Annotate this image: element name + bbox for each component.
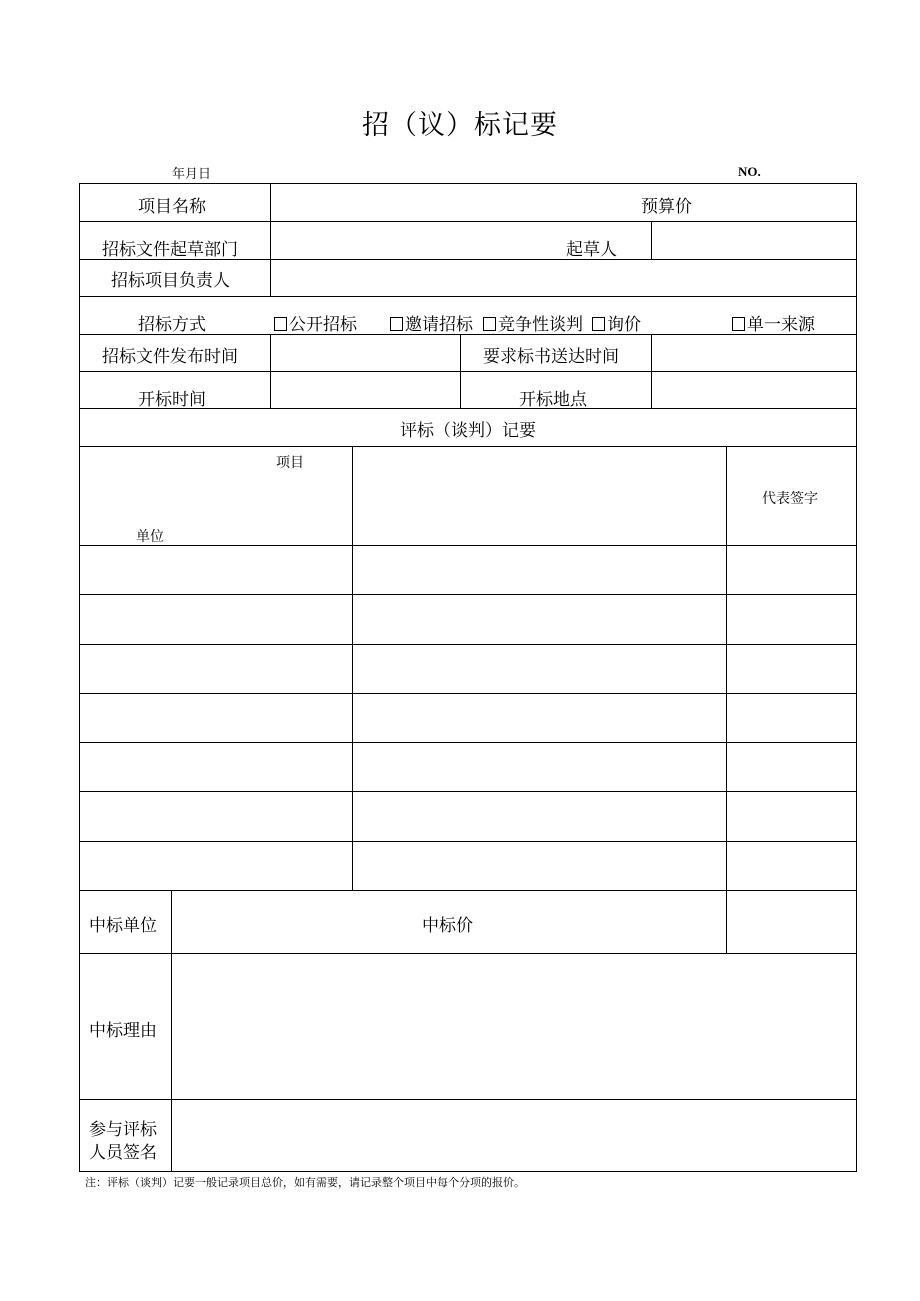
checkbox-icon	[732, 317, 745, 331]
winning-price-label: 中标价	[422, 916, 473, 936]
checkbox-icon	[592, 317, 605, 331]
drafter-label: 起草人	[566, 240, 617, 260]
bid-method-label: 招标方式	[138, 315, 206, 335]
number-label: NO.	[738, 164, 761, 179]
page-title: 招（议）标记要	[362, 110, 558, 141]
winning-reason-label: 中标理由	[89, 1021, 157, 1041]
doc-draft-dept-label: 招标文件起草部门	[102, 240, 238, 260]
opening-place-label: 开标地点	[519, 390, 587, 410]
evaluator-signature-label-line2: 人员签名	[89, 1143, 157, 1163]
evaluator-signature-label-line1: 参与评标	[89, 1120, 157, 1140]
project-leader-label: 招标项目负责人	[111, 271, 230, 291]
budget-price-label: 预算价	[641, 197, 692, 217]
method-option-inquiry[interactable]: 询价	[592, 310, 641, 335]
evaluation-header-unit: 单位	[136, 529, 164, 545]
date-label: 年月日	[172, 167, 212, 182]
method-option-single-source[interactable]: 单一来源	[732, 310, 815, 335]
bid-delivery-time-label: 要求标书送达时间	[483, 347, 619, 367]
checkbox-icon	[274, 317, 287, 331]
doc-release-time-label: 招标文件发布时间	[102, 347, 238, 367]
checkbox-icon	[483, 317, 496, 331]
evaluation-header-signature: 代表签字	[762, 491, 818, 507]
method-option-invited[interactable]: 邀请招标	[390, 310, 473, 335]
evaluation-section-title: 评标（谈判）记要	[400, 421, 536, 441]
bid-record-form	[79, 183, 857, 1172]
project-name-label: 项目名称	[138, 197, 206, 217]
footnote: 注：评标（谈判）记要一般记录项目总价，如有需要，请记录整个项目中每个分项的报价。	[85, 1176, 525, 1189]
method-option-open[interactable]: 公开招标	[274, 310, 357, 335]
winning-unit-label: 中标单位	[89, 916, 157, 936]
evaluation-header-item: 项目	[276, 455, 304, 471]
opening-time-label: 开标时间	[138, 390, 206, 410]
method-option-negotiation[interactable]: 竞争性谈判	[483, 310, 583, 335]
checkbox-icon	[390, 317, 403, 331]
